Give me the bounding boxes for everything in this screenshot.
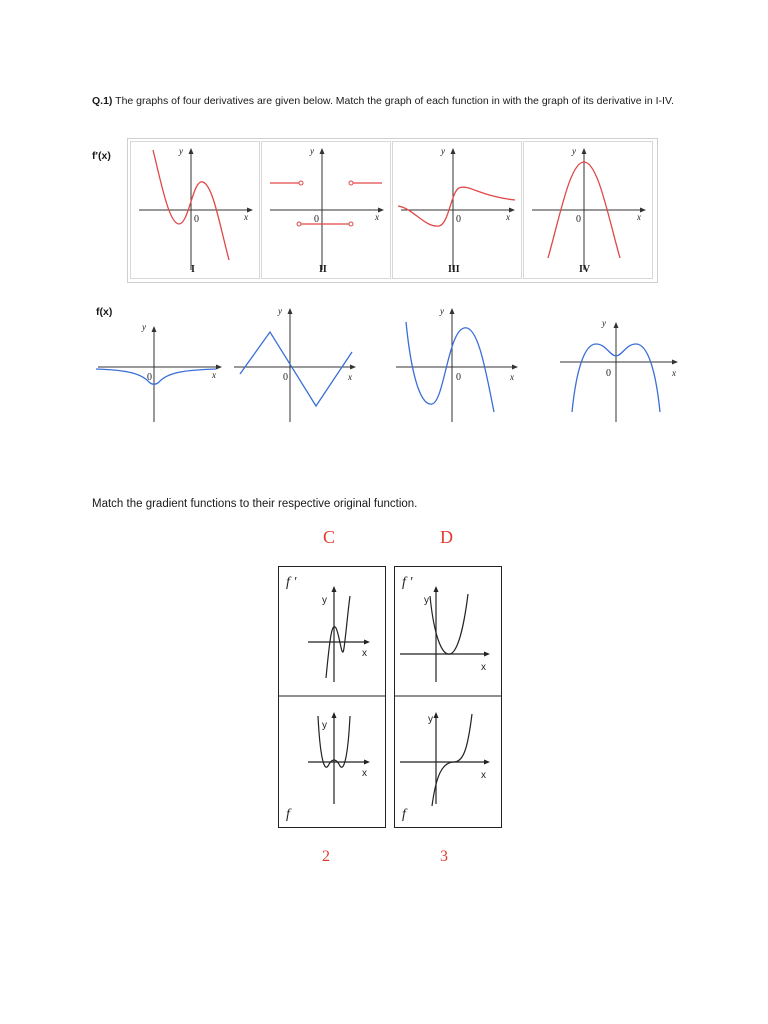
x-axis-label: x xyxy=(244,212,248,222)
derivative-graph-I xyxy=(131,142,259,278)
origin-label: 0 xyxy=(576,214,581,225)
function-graph-4 xyxy=(556,312,696,424)
x-axis-label: x xyxy=(672,368,676,378)
x-axis-label: x xyxy=(375,212,379,222)
question-text xyxy=(92,95,682,108)
y-axis-label: y xyxy=(142,322,146,332)
origin-label: 0 xyxy=(606,368,611,379)
x-axis-label: x xyxy=(506,212,510,222)
right-derivative-symbol: f ′ xyxy=(402,575,413,590)
derivative-panel-IV xyxy=(523,141,653,279)
panel-label-II: II xyxy=(319,264,327,275)
left-column-frame xyxy=(279,567,386,828)
right-column-frame xyxy=(395,567,502,828)
panel-label-IV: IV xyxy=(579,264,591,275)
match-letter-C: C xyxy=(323,527,336,547)
derivative-panel-III xyxy=(392,141,522,279)
y-axis-label: y xyxy=(179,146,183,156)
y-axis-arrow xyxy=(614,322,619,328)
function-row-label: f(x) xyxy=(96,306,113,318)
matching-instruction: Match the gradient functions to their respective original function. xyxy=(92,498,418,510)
question-body: The graphs of four derivatives are given below. Match the graph of each function in with the graph of its derivative in I-IV. xyxy=(112,95,674,107)
y-axis-arrow xyxy=(450,308,455,314)
x-label: x xyxy=(481,662,486,673)
match-letter-D: D xyxy=(440,527,453,547)
origin-label: 0 xyxy=(283,372,288,383)
function-graph-3 xyxy=(392,302,532,424)
y-axis-label: y xyxy=(310,146,314,156)
y-axis-label: y xyxy=(572,146,576,156)
derivative-panel-I xyxy=(130,141,260,279)
origin-label: 0 xyxy=(456,214,461,225)
x-axis-arrow xyxy=(512,365,518,370)
x-axis-arrow xyxy=(216,365,222,370)
x-axis-label: x xyxy=(212,370,216,380)
derivative-graph-IV xyxy=(524,142,652,278)
derivative-row-label: f'(x) xyxy=(92,150,111,162)
y-axis-arrow xyxy=(451,148,456,154)
derivative-panel-II xyxy=(261,141,391,279)
open-endpoint xyxy=(349,181,353,185)
origin-label: 0 xyxy=(147,372,152,383)
x-label: x xyxy=(362,648,367,659)
origin-label: 0 xyxy=(456,372,461,383)
left-derivative-symbol: f ′ xyxy=(286,575,297,590)
x-axis-arrow xyxy=(672,360,678,365)
panel-label-III: III xyxy=(448,264,460,275)
x-axis-arrow xyxy=(350,365,356,370)
y-label: y xyxy=(322,595,327,606)
match-number-3: 3 xyxy=(440,848,448,865)
y-axis-arrow xyxy=(320,148,325,154)
function-graph-1 xyxy=(94,312,234,424)
open-endpoint xyxy=(299,181,303,185)
left-function-symbol: f xyxy=(286,807,290,822)
y-axis-label: y xyxy=(278,306,282,316)
x-label: x xyxy=(481,770,486,781)
origin-label: 0 xyxy=(314,214,319,225)
origin-label: 0 xyxy=(194,214,199,225)
x-axis-label: x xyxy=(348,372,352,382)
match-number-2: 2 xyxy=(322,848,330,865)
y-axis-arrow xyxy=(288,308,293,314)
y-label: y xyxy=(428,714,433,725)
open-endpoint xyxy=(349,222,353,226)
matching-grid xyxy=(278,566,502,828)
function-curve-1 xyxy=(96,369,216,384)
derivative-graph-II xyxy=(262,142,390,278)
y-axis-label: y xyxy=(440,306,444,316)
derivative-graph-III xyxy=(393,142,521,278)
function-curve-2 xyxy=(240,332,352,406)
right-function-symbol: f xyxy=(402,807,406,822)
open-endpoint xyxy=(297,222,301,226)
y-axis-arrow xyxy=(189,148,194,154)
y-axis-label: y xyxy=(602,318,606,328)
y-label: y xyxy=(322,720,327,731)
y-axis-arrow xyxy=(582,148,587,154)
matching-figure xyxy=(278,566,502,828)
y-axis-arrow xyxy=(152,326,157,332)
x-axis-label: x xyxy=(637,212,641,222)
y-label: y xyxy=(424,595,429,606)
x-axis-label: x xyxy=(510,372,514,382)
y-axis-label: y xyxy=(441,146,445,156)
x-label: x xyxy=(362,768,367,779)
panel-label-I: I xyxy=(191,264,195,275)
function-graph-2 xyxy=(230,302,370,424)
question-number: Q.1) xyxy=(92,95,113,107)
